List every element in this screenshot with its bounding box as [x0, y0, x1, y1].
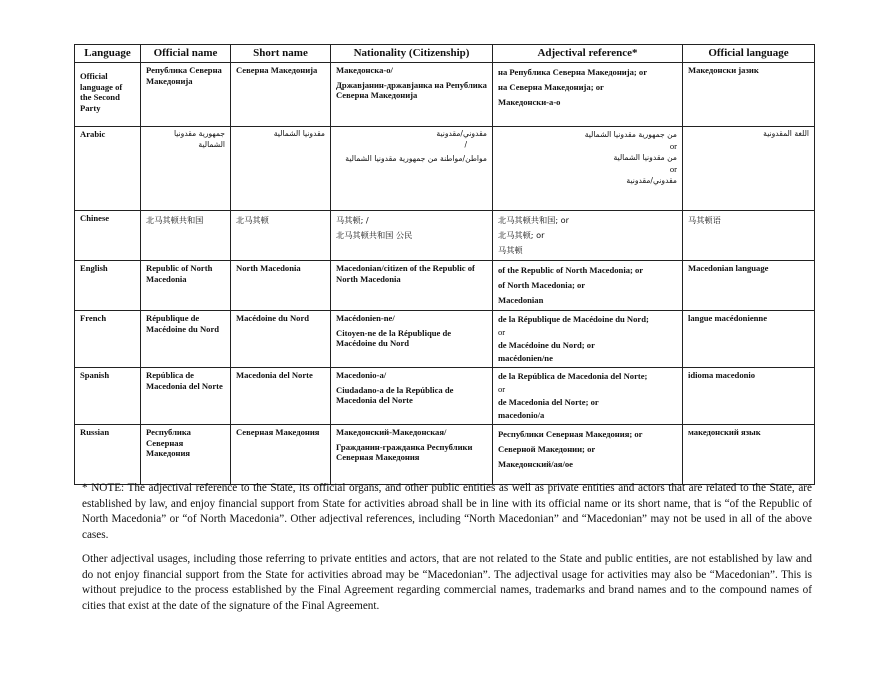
adjectival-line: на Република Северна Македонија; or — [498, 67, 648, 77]
row-language: Chinese — [75, 211, 141, 261]
row-adjectival — [493, 425, 683, 485]
nationality-line: مواطن/مواطنة من جمهورية مقدونيا الشمالية — [345, 154, 487, 164]
row-language: Official language of the Second Party — [75, 63, 141, 127]
nationality-line: Гражданин-гражданка Республики Северная Македония — [336, 441, 473, 463]
nationality-line: مقدوني/مقدونية — [436, 129, 487, 138]
row-official-name: Republic of North Macedonia — [141, 261, 231, 311]
row-nationality — [331, 368, 493, 425]
table-header-row — [75, 45, 815, 63]
adjectival-line: macedonio/a — [498, 410, 545, 420]
row-adjectival — [493, 63, 683, 127]
adjectival-line: на Северна Македонија; or — [498, 82, 604, 92]
row-nationality — [331, 211, 493, 261]
row-official-language: Macedonian language — [683, 261, 815, 311]
row-official-name: Република Северна Македонија — [141, 63, 231, 127]
row-official-name: República de Macedonia del Norte — [141, 368, 231, 425]
table-row — [75, 311, 815, 368]
adjectival-line: Македонски-а-о — [498, 97, 561, 107]
row-short-name: مقدونيا الشمالية — [231, 127, 331, 211]
row-nationality — [331, 127, 493, 211]
adjectival-line: or — [498, 384, 506, 394]
adjectival-line: de la República de Macedonia del Norte; — [498, 371, 648, 381]
nationality-line: Citoyen-ne de la République de Macédoine du Nord — [336, 327, 452, 349]
adjectival-line: of the Republic of North Macedonia; or — [498, 265, 644, 275]
row-official-language: اللغة المقدونية — [683, 127, 815, 211]
row-official-name: République de Macédoine du Nord — [141, 311, 231, 368]
nationality-line: Македонска-о/ — [336, 65, 393, 75]
adjectival-line: or — [669, 140, 677, 151]
row-official-name: جمهورية مقدونيا الشمالية — [141, 127, 231, 211]
row-language: Arabic — [75, 127, 141, 211]
row-official-name: Республика Северная Македония — [141, 425, 231, 485]
header-language: Language — [75, 45, 141, 63]
row-official-language: langue macédonienne — [683, 311, 815, 368]
row-official-language: 马其顿语 — [683, 211, 815, 261]
row-official-name: 北马其顿共和国 — [141, 211, 231, 261]
nationality-line: 马其顿; / — [336, 215, 369, 225]
table-row — [75, 261, 815, 311]
row-adjectival — [493, 211, 683, 261]
adjectival-line: 马其顿 — [498, 245, 523, 255]
header-official-language: Official language — [683, 45, 815, 63]
row-official-language: македонский язык — [683, 425, 815, 485]
row-language: Russian — [75, 425, 141, 485]
nationality-line: 北马其顿共和国 公民 — [336, 230, 413, 240]
nationality-line: Македонский-Македонская/ — [336, 427, 447, 437]
adjectival-line: de la République de Macédoine du Nord; — [498, 314, 649, 324]
row-official-language: idioma macedonio — [683, 368, 815, 425]
adjectival-line: Македонский/ая/ое — [498, 459, 573, 469]
row-language: French — [75, 311, 141, 368]
adjectival-line: Республики Северная Македония; or — [498, 429, 643, 439]
row-nationality: Macedonian/citizen of the Republic of North Macedonia — [331, 261, 493, 311]
row-language: Spanish — [75, 368, 141, 425]
adjectival-line: macédonien/ne — [498, 353, 553, 363]
footnote-adjectival-reference: * NOTE: The adjectival reference to the State, its official organs, and other public entities as well as private entities and actors that are related to the State, are established by law, and enjoy financial support from State for activities abroad shall be in line with its official name or its short name, that is “of the Republic of North Macedonia” or “of North Macedonia”. Other adjectival references, including “North Macedonian” and “Macedonian” may not be used in all of the above cases. — [82, 482, 812, 541]
table-row — [75, 63, 815, 127]
nationality-line: / — [464, 139, 467, 149]
paragraph-other-adjectival-usages: Other adjectival usages, including those referring to private entities and actors, that are not related to the State and public entities, are not established by law and do not enjoy financial support from the State for activities abroad may be “Macedonian”. The adjectival usage for activities may also be “Macedonian”. This is without prejudice to the process established by the Final Agreement regarding commercial names, trademarks and brand names and to the compound names of cities that exist at the date of the signature of the Final Agreement. — [82, 553, 812, 612]
row-short-name: Macedonia del Norte — [231, 368, 331, 425]
adjectival-line: de Macedonia del Norte; or — [498, 397, 599, 407]
row-adjectival — [493, 127, 683, 211]
row-official-language: Македонски јазик — [683, 63, 815, 127]
row-adjectival — [493, 368, 683, 425]
adjectival-line: de Macédoine du Nord; or — [498, 340, 595, 350]
row-short-name: Северна Македонија — [231, 63, 331, 127]
country-names-table — [74, 44, 815, 485]
adjectival-line: Северной Македонии; or — [498, 444, 596, 454]
row-nationality — [331, 425, 493, 485]
adjectival-line: 北马其顿; or — [498, 230, 545, 240]
row-short-name: Macédoine du Nord — [231, 311, 331, 368]
adjectival-line: or — [669, 163, 677, 174]
header-official-name: Official name — [141, 45, 231, 63]
table-row — [75, 211, 815, 261]
header-nationality: Nationality (Citizenship) — [331, 45, 493, 63]
adjectival-line: من مقدونيا الشمالية — [613, 153, 677, 162]
row-nationality — [331, 63, 493, 127]
adjectival-line: of North Macedonia; or — [498, 280, 586, 290]
table-row — [75, 425, 815, 485]
adjectival-line: 北马其顿共和国; or — [498, 215, 570, 225]
row-adjectival — [493, 311, 683, 368]
adjectival-line: Macedonian — [498, 295, 544, 305]
nationality-line: Ciudadano-a de la República de Macedonia del Norte — [336, 384, 454, 406]
row-adjectival — [493, 261, 683, 311]
table-row — [75, 127, 815, 211]
header-adjectival-reference: Adjectival reference* — [493, 45, 683, 63]
table-row — [75, 368, 815, 425]
row-short-name: North Macedonia — [231, 261, 331, 311]
nationality-line: Macédonien-ne/ — [336, 313, 395, 323]
adjectival-line: من جمهورية مقدونيا الشمالية — [584, 130, 677, 139]
row-language: English — [75, 261, 141, 311]
adjectival-line: or — [498, 327, 506, 337]
row-short-name: 北马其顿 — [231, 211, 331, 261]
header-short-name: Short name — [231, 45, 331, 63]
adjectival-line: مقدوني/مقدونية — [626, 176, 677, 185]
row-short-name: Северная Македония — [231, 425, 331, 485]
row-nationality — [331, 311, 493, 368]
nationality-line: Macedonio-a/ — [336, 370, 387, 380]
nationality-line: Државјанин-државјанка на Република Северна Македонија — [336, 79, 487, 101]
